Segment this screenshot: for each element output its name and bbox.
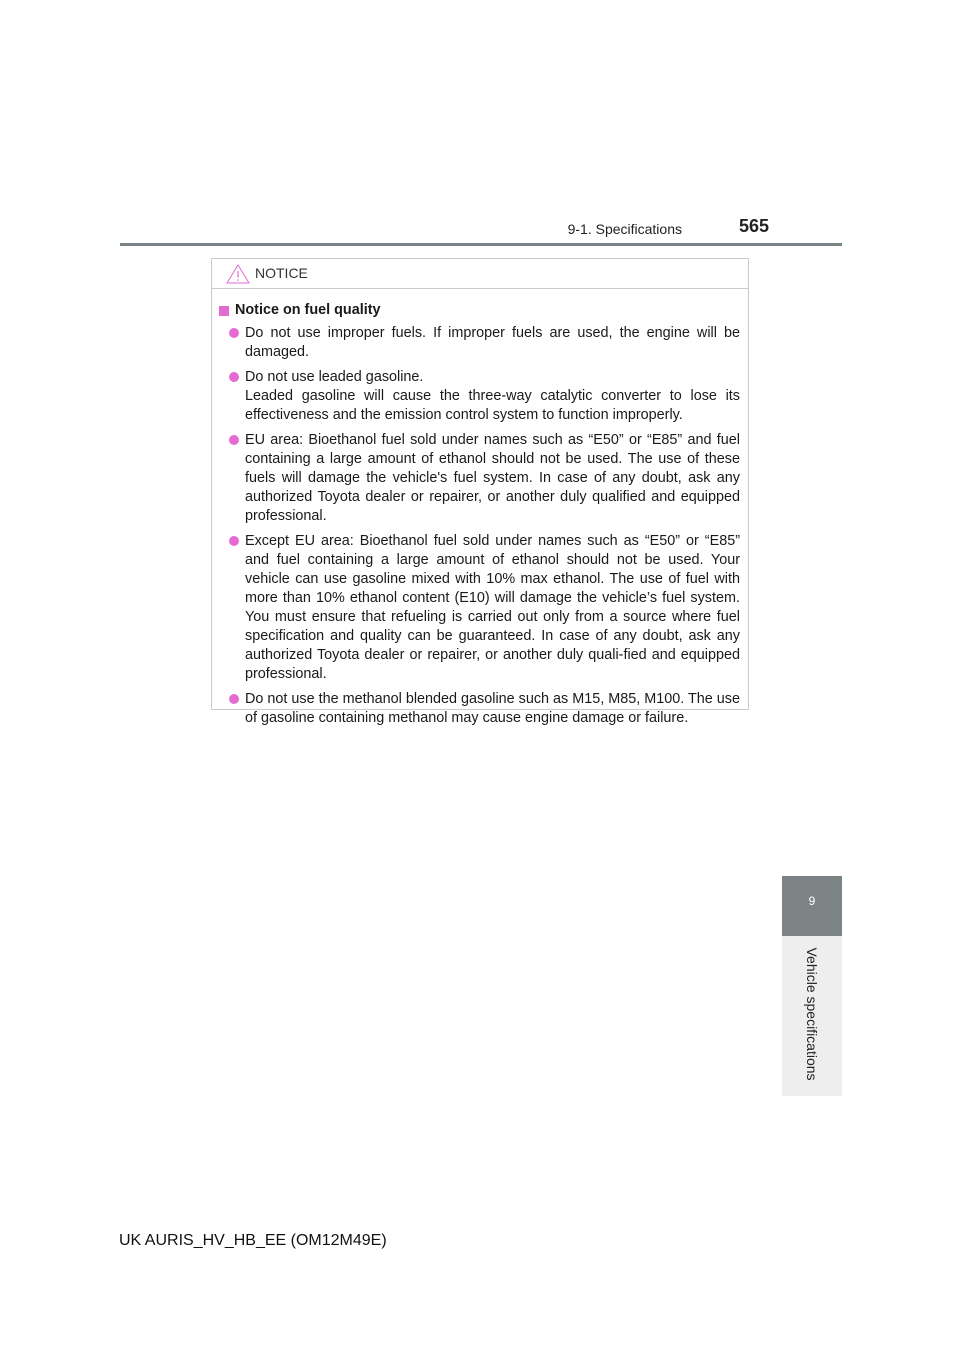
list-item [219,690,740,728]
list-item [219,368,740,425]
list-item-text: EU area: Bioethanol fuel sold under names such as “E50” or “E85” and fuel containing a large amount of ethanol should not be used. The use of these fuels will damage the vehicle's fuel system. In case of any doubt, ask any authorized Toyota dealer or repairer, or another duly qualified and equipped professional. [245,432,740,524]
round-bullet-icon [229,694,239,704]
chapter-number: 9 [808,894,816,908]
notice-body [212,289,748,728]
subheading-text: Notice on fuel quality [235,302,381,318]
list-item [219,431,740,526]
header-rule [120,243,842,246]
page-header [0,0,960,250]
chapter-label: Vehicle specifications [804,947,820,1081]
page-number: 565 [739,216,770,236]
round-bullet-icon [229,372,239,382]
list-item-text: Do not use the methanol blended gasoline such as M15, M85, M100. The use of gasoline containing methanol may cause engine damage or failure. [245,691,740,726]
warning-triangle-icon [226,264,250,284]
list-item-text: Do not use improper fuels. If improper fuels are used, the engine will be damaged. [245,325,740,360]
list-item-text: Do not use leaded gasoline. Leaded gasoline will cause the three-way catalytic converter to lose its effectiveness and the emission control system to function improperly. [245,369,740,423]
list-item [219,324,740,362]
square-bullet-icon [219,306,229,316]
list-item [219,532,740,684]
notice-subheading [219,301,740,320]
chapter-tab [782,876,842,936]
round-bullet-icon [229,536,239,546]
notice-box [211,258,749,726]
notice-title: NOTICE [255,265,308,281]
list-item-text: Except EU area: Bioethanol fuel sold under names such as “E50” or “E85” and fuel containing a large amount of ethanol should not be used. Your vehicle can use gasoline mixed with 10% max ethanol. The use of fuel with more than 10% ethanol content (E10) will damage the vehicle’s fuel system. You must ensure that refueling is carried out only from a source where fuel specification and quality can be guaranteed. In case of any doubt, ask any authorized Toyota dealer or repairer, or another duly quali-fied and equipped professional. [245,533,740,682]
notice-header [212,259,748,289]
section-title: 9-1. Specifications [567,221,682,237]
round-bullet-icon [229,435,239,445]
document-id: UK AURIS_HV_HB_EE (OM12M49E) [119,1232,387,1249]
round-bullet-icon [229,328,239,338]
